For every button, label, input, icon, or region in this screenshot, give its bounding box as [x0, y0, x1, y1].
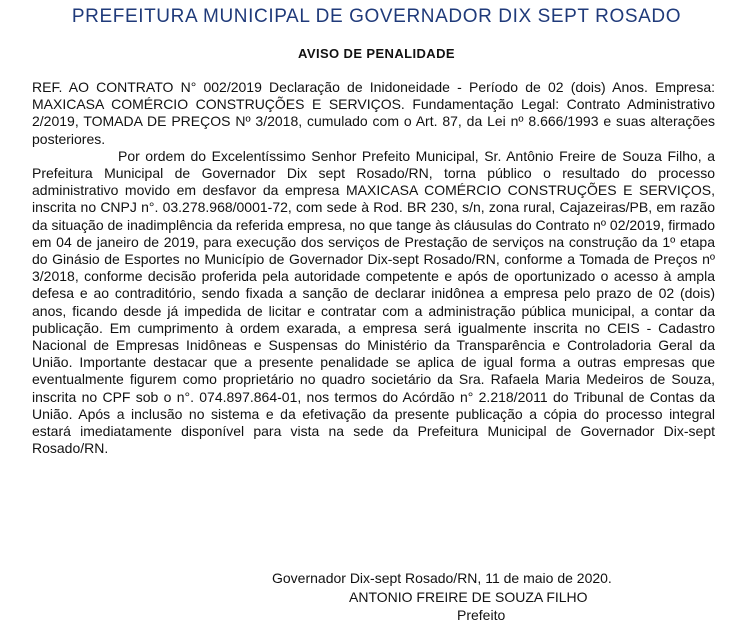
reference-paragraph: REF. AO CONTRATO N° 002/2019 Declaração de Inidoneidade - Período de 02 (dois) Anos. Empresa: MAXICASA COMÉRCIO CONSTRUÇÕES E SERVIÇOS. Fundamentação Legal: Contrato Administrativo 2/2019, TOMADA DE PREÇOS Nº 3/2018, cumulado com o Art. 87, da Lei nº 8.666/1993 e suas alterações posteriores.: [32, 79, 715, 147]
decision-paragraph: Por ordem do Excelentíssimo Senhor Prefeito Municipal, Sr. Antônio Freire de Souza Filho, a Prefeitura Municipal de Governador Dix sept Rosado/RN, torna público o resultado do processo administrativo movido em desfavor da empresa MAXICASA COMÉRCIO CONSTRUÇÕES E SERVIÇOS, inscrita no CNPJ n°. 03.278.968/0001-72, com sede à Rod. BR 230, s/n, zona rural, Cajazeiras/PB, em razão da situação de inadimplência da referida empresa, no que tange às cláusulas do Contrato nº 02/2019, firmado em 04 de janeiro de 2019, para execução dos serviços de Prestação de serviços na construção da 1º etapa do Ginásio de Esportes no Município de Governador Dix-sept Rosado/RN, conforme a Tomada de Preços nº 3/2018, conforme decisão proferida pela autoridade competente e após de oportunizado o acesso à ampla defesa e ao contraditório, sendo fixada a sanção de declarar inidônea a empresa pelo prazo de 02 (dois) anos, ficando desde já impedida de licitar e contratar com a administração pública municipal, a contar da publicação. Em cumprimento à ordem exarada, a empresa será igualmente inscrita no CEIS - Cadastro Nacional de Empresas Inidôneas e Suspensas do Ministério da Transparência e Controladoria Geral da União. Importante destacar que a presente penalidade se aplica de igual forma a outras empresas que eventualmente figurem como proprietário no quadro societário da Sra. Rafaela Maria Medeiros de Souza, inscrita no CPF sob o n°. 074.897.864-01, nos termos do Acórdão n° 2.218/2011 do Tribunal de Contas da União. Após a inclusão no sistema e da efetivação da presente publicação a cópia do processo integral estará imediatamente disponível para vista na sede da Prefeitura Municipal de Governador Dix-sept Rosado/RN.: [32, 147, 715, 457]
notice-body: [32, 79, 715, 457]
notice-heading: AVISO DE PENALIDADE: [298, 46, 455, 61]
signer-name-text: ANTONIO FREIRE DE SOUZA FILHO: [349, 589, 588, 605]
place-date-text: Governador Dix-sept Rosado/RN, 11 de maio de 2020.: [272, 570, 612, 586]
page-title: PREFEITURA MUNICIPAL DE GOVERNADOR DIX SEPT ROSADO: [71, 6, 682, 27]
signer-role-text: Prefeito: [457, 607, 506, 623]
